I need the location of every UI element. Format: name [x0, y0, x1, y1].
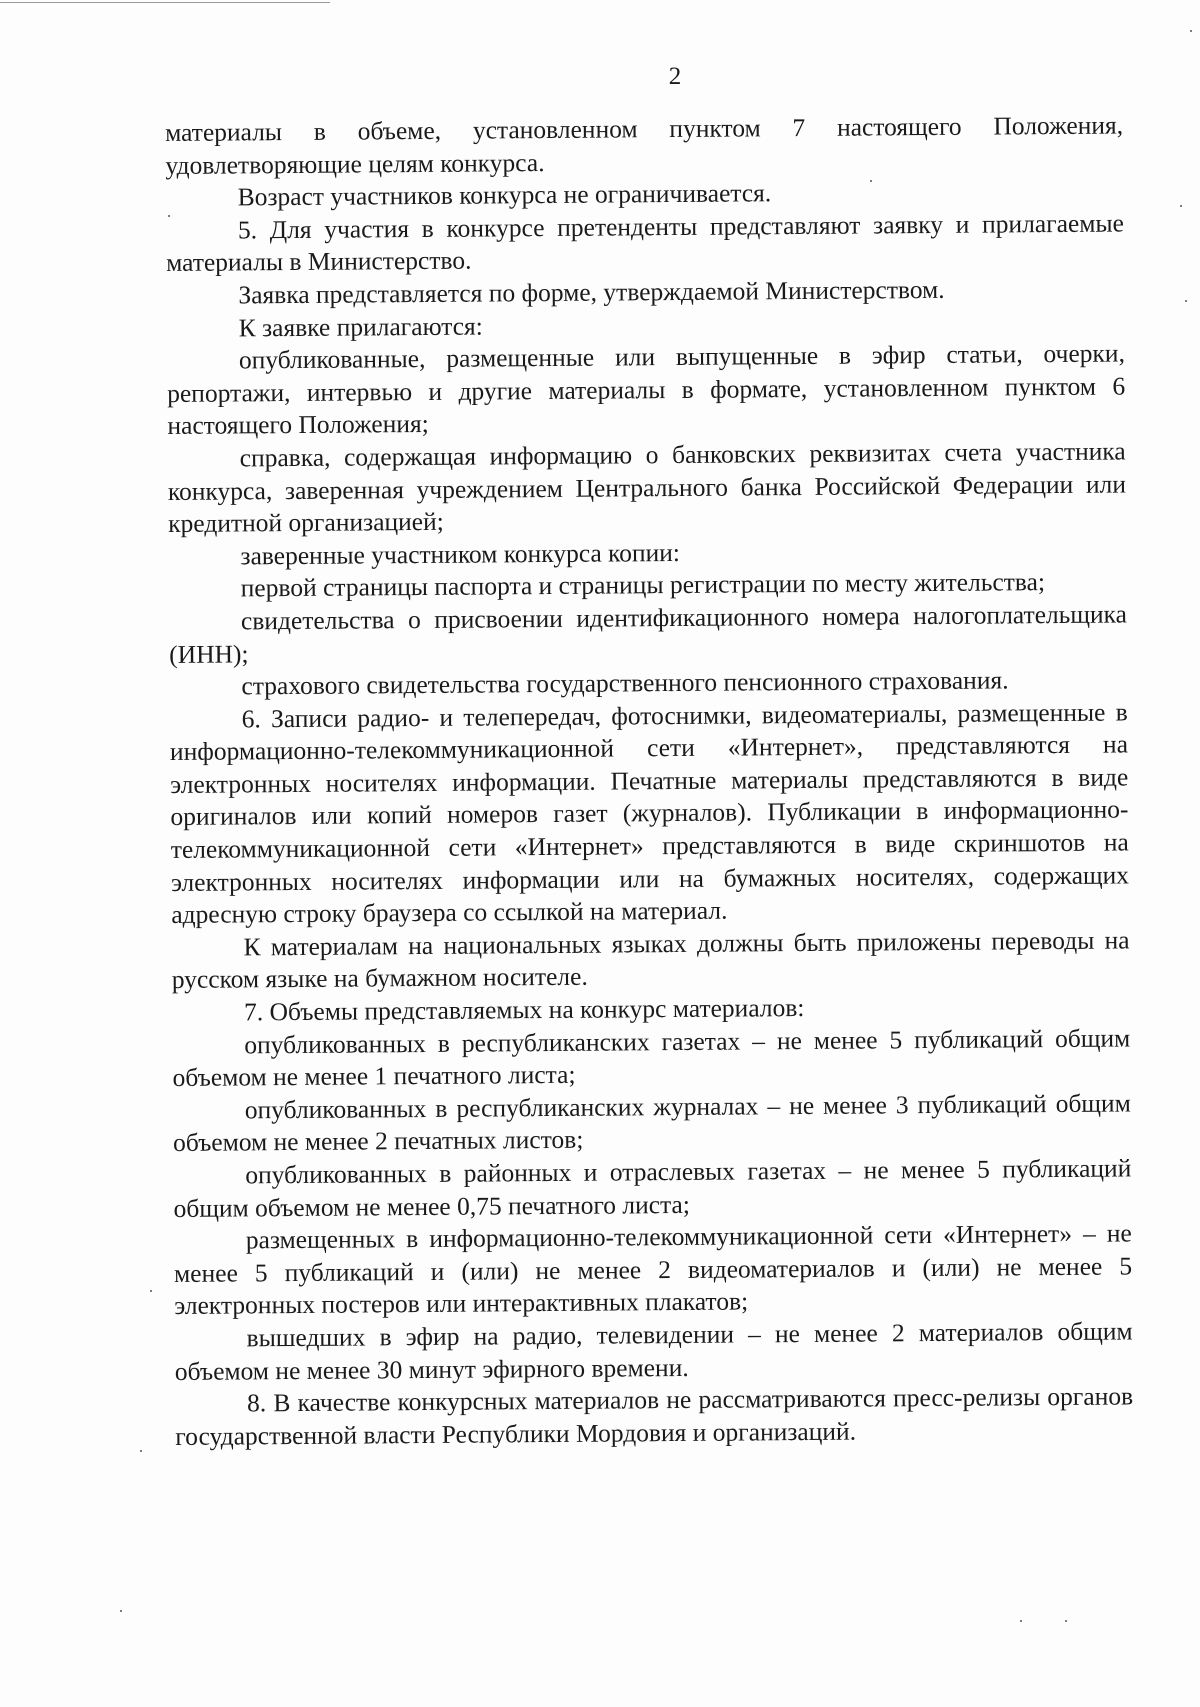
paragraph-2: Возраст участников конкурса не ограничивается.	[237, 178, 772, 212]
scan-speck	[140, 1450, 142, 1452]
paragraph-17: опубликованных в районных и отраслевых газетах – не менее 5 публикаций общим объемом не менее 0,75 печатного листа;	[173, 1153, 1132, 1223]
paragraph-7: справка, содержащая информацию о банковских реквизитах счета участника конкурса, заверенная учреждением Центрального банка Российской Федерации или кредитной организацией;	[167, 436, 1127, 539]
paragraph-12: 6. Записи радио- и телепередач, фотоснимки, видеоматериалы, размещенные в информационно-телекоммуникационной сети «Интернет», представляются на электронных носителях информации. Печатные материалы представляются в виде оригиналов или копий номеров газет (журналов). Публикации в информационно-телекоммуникационной сети «Интернет» представляются в виде скриншотов на электронных носителях информации или на бумажных носителях, содержащих адресную строку браузера со ссылкой на материал.	[169, 697, 1130, 930]
paragraph-10: свидетельства о присвоении идентификационного номера налогоплательщика (ИНН);	[169, 599, 1128, 669]
scan-edge-line	[0, 2, 330, 3]
scan-speck	[1180, 205, 1182, 207]
scan-speck	[870, 180, 872, 182]
page-number: 2	[668, 63, 682, 90]
paragraph-1: материалы в объеме, установленном пунктом 7 настоящего Положения, удовлетворяющие целям конкурса.	[165, 110, 1124, 180]
scan-speck	[120, 1610, 122, 1612]
scan-speck	[168, 215, 170, 217]
paragraph-6: опубликованные, размещенные или выпущенные в эфир статьи, очерки, репортажи, интервью и другие материалы в формате, установленном пунктом 6 настоящего Положения;	[167, 338, 1126, 441]
scan-speck	[150, 1290, 152, 1292]
scan-speck	[1020, 1620, 1022, 1622]
paragraph-15: опубликованных в республиканских газетах – не менее 5 публикаций общим объемом не менее 1 печатного листа;	[172, 1023, 1131, 1093]
document-body	[165, 109, 1133, 1453]
paragraph-9: первой страницы паспорта и страницы регистрации по месту жительства;	[240, 567, 1046, 603]
paragraph-14: 7. Объемы представляемых на конкурс материалов:	[243, 993, 805, 1027]
paragraph-5: К заявке прилагаются:	[238, 311, 483, 342]
paragraph-18: размещенных в информационно-телекоммуникационной сети «Интернет» – не менее 5 публикаций и (или) не менее 2 видеоматериалов и (или) не менее 5 электронных постеров или интерактивных плакатов;	[173, 1218, 1133, 1321]
paragraph-4: Заявка представляется по форме, утверждаемой Министерством.	[238, 274, 945, 310]
scan-speck	[1065, 1620, 1067, 1622]
paragraph-8: заверенные участником конкурса копии:	[240, 537, 681, 571]
scan-speck	[1190, 30, 1192, 32]
paragraph-19: вышедших в эфир на радио, телевидении – не менее 2 материалов общим объемом не менее 30 минут эфирного времени.	[174, 1316, 1133, 1386]
paragraph-11: страхового свидетельства государственного пенсионного страхования.	[241, 665, 1009, 701]
paragraph-3: 5. Для участия в конкурсе претенденты представляют заявку и прилагаемые материалы в Министерство.	[166, 208, 1124, 278]
paragraph-20: 8. В качестве конкурсных материалов не рассматриваются пресс-релизы органов государственной власти Республики Мордовия и организаций.	[175, 1381, 1134, 1451]
paragraph-16: опубликованных в республиканских журналах – не менее 3 публикаций общим объемом не менее 2 печатных листов;	[172, 1088, 1131, 1158]
scan-speck	[1185, 300, 1187, 302]
paragraph-13: К материалам на национальных языках должны быть приложены переводы на русском языке на бумажном носителе.	[171, 925, 1130, 995]
